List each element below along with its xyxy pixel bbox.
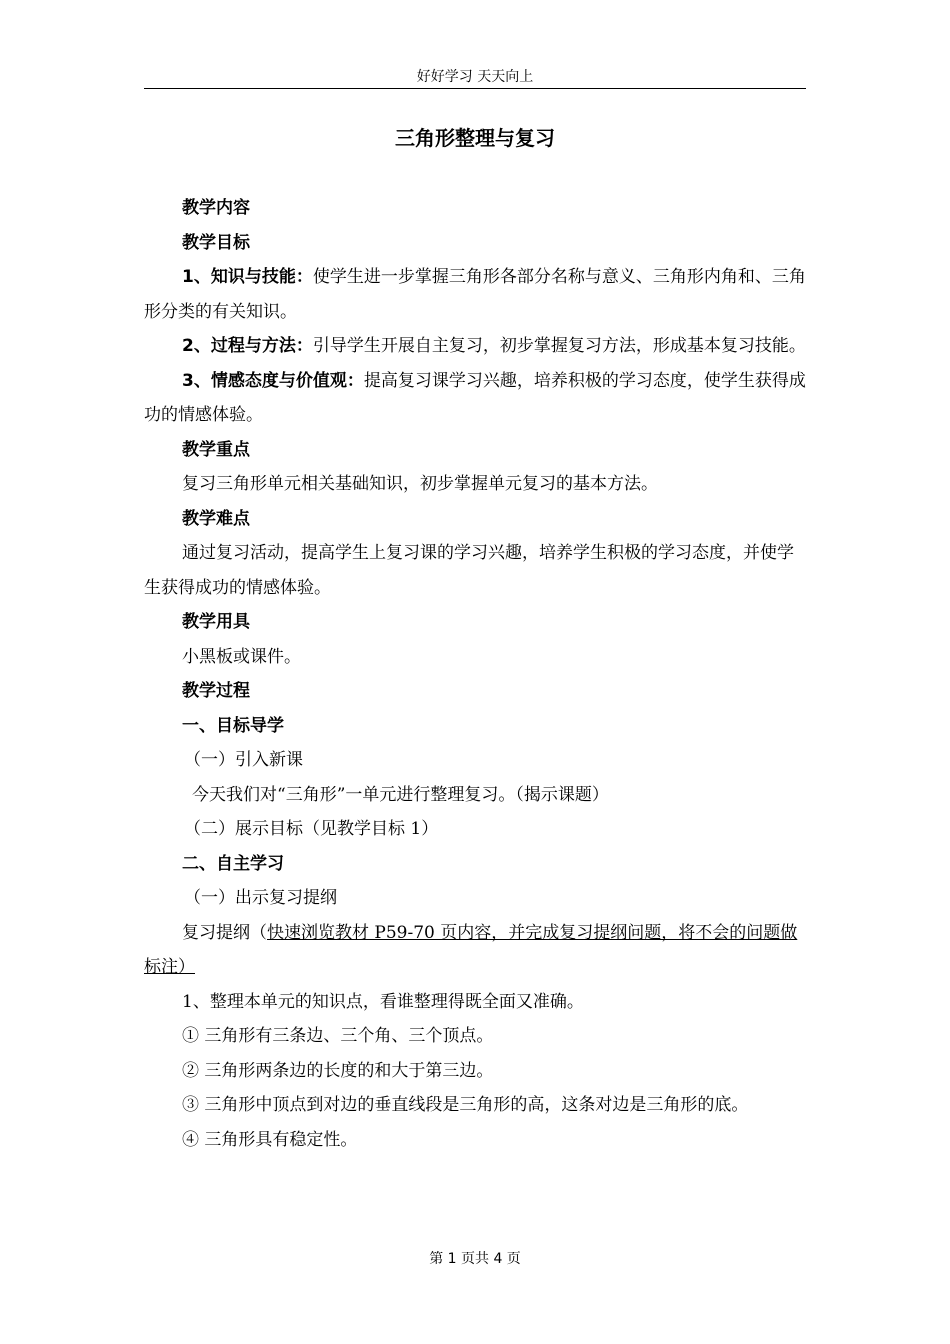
goal-1 [144, 260, 806, 329]
heading-difficult-points: 教学难点 [182, 508, 250, 529]
document-body [144, 191, 806, 1157]
heading-part-1: 一、目标导学 [182, 715, 284, 736]
goal-3-text: 提高复习课学习兴趣，培养积极的学习态度，使学生获得成功的情感体验。 [144, 370, 806, 425]
point-4: ④ 三角形具有稳定性。 [182, 1129, 358, 1150]
goal-3-label: 3、情感态度与价值观： [182, 370, 364, 391]
point-3: ③ 三角形中顶点到对边的垂直线段是三角形的高，这条对边是三角形的底。 [182, 1095, 749, 1115]
item-1: 1、整理本单元的知识点，看谁整理得既全面又准确。 [182, 991, 584, 1012]
goal-1-label: 1、知识与技能： [182, 267, 313, 287]
part-1-sub-1: （一）引入新课 [184, 750, 303, 770]
outline-prefix: 复习提纲（ [182, 922, 267, 943]
heading-part-2: 二、自主学习 [182, 853, 284, 874]
heading-tools: 教学用具 [182, 612, 250, 632]
goal-1-text: 使学生进一步掌握三角形各部分名称与意义、三角形内角和、三角形分类的有关知识。 [144, 267, 806, 322]
heading-goals: 教学目标 [182, 232, 250, 253]
goal-2-label: 2、过程与方法： [182, 336, 313, 356]
outline-underlined: 快速浏览教材 P59-70 页内容，并完成复习提纲问题，将不会的问题做标注） [144, 922, 798, 977]
outline-text [144, 916, 806, 985]
page-footer: 第 1 页共 4 页 [429, 1251, 521, 1267]
tools-text: 小黑板或课件。 [182, 646, 301, 667]
goal-2-text: 引导学生开展自主复习，初步掌握复习方法，形成基本复习技能。 [312, 336, 806, 356]
goal-3 [144, 364, 806, 433]
document-title: 三角形整理与复习 [395, 126, 555, 150]
page-header: 好好学习 天天向上 [144, 66, 806, 89]
heading-process: 教学过程 [182, 681, 250, 701]
point-1: ① 三角形有三条边、三个角、三个顶点。 [182, 1026, 494, 1046]
part-2-sub-1: （一）出示复习提纲 [184, 888, 337, 908]
goal-2 [144, 329, 806, 364]
part-1-sub-1-text: 今天我们对“三角形”一单元进行整理复习。（揭示课题） [192, 784, 609, 805]
point-2: ② 三角形两条边的长度的和大于第三边。 [182, 1060, 494, 1081]
part-1-sub-2: （二）展示目标（见教学目标 1） [184, 819, 439, 839]
key-points-text: 复习三角形单元相关基础知识，初步掌握单元复习的基本方法。 [182, 474, 658, 494]
difficult-points-text: 通过复习活动，提高学生上复习课的学习兴趣，培养学生积极的学习态度，并使学生获得成功的情感体验。 [144, 543, 794, 598]
heading-key-points: 教学重点 [182, 439, 250, 460]
heading-content: 教学内容 [182, 198, 250, 218]
